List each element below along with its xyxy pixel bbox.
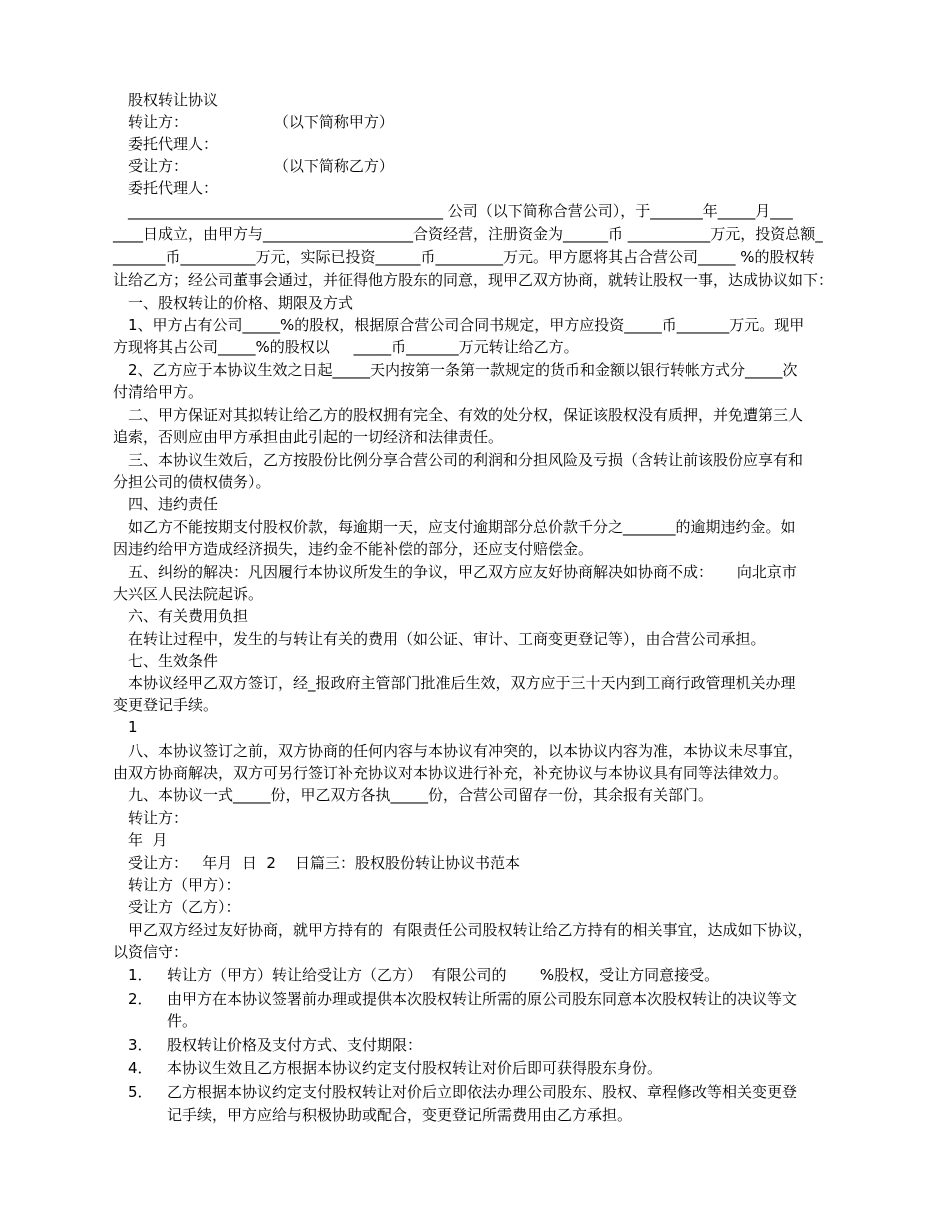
list-item-number: 4． — [128, 1059, 153, 1077]
list-item-number: 3． — [128, 1036, 153, 1054]
clause-line: 付清给甲方。 — [113, 383, 204, 401]
list-item-text: 股权转让价格及支付方式、支付期限： — [167, 1036, 423, 1054]
agreement-intro-line: 甲乙双方经过友好协商，就甲方持有的 有限责任公司股权转让给乙方持有的相关事宜，达成如下协议， — [128, 921, 813, 939]
clause-line: 在转让过程中，发生的与转让有关的费用（如公证、审计、工商变更登记等），由合营公司承担。 — [128, 630, 766, 648]
list-item-number: 2． — [128, 990, 153, 1008]
clause-line: 追索，否则应由甲方承担由此引起的一切经济和法律责任。 — [113, 428, 504, 446]
signature-line: 受让方（乙方）： — [128, 898, 241, 916]
clause-line: 因违约给甲方造成经济损失，违约金不能补偿的部分，还应支付赔偿金。 — [113, 540, 594, 558]
clause-line: 1、甲方占有公司_____%的股权，根据原合营公司合同书规定，甲方应投资_____币_______万元。现甲 — [128, 316, 805, 334]
clause-line: 如乙方不能按期支付股权价款，每逾期一天，应支付逾期部分总价款千分之_______的逾期违约金。如 — [128, 518, 796, 536]
transferee-line: 受让方： （以下简称乙方） — [128, 157, 394, 175]
list-item-text: 乙方根据本协议约定支付股权转让对价后立即依法办理公司股东、股权、章程修改等相关变更登 — [167, 1083, 798, 1101]
clause-line: 八、本协议签订之前，双方协商的任何内容与本协议有冲突的，以本协议内容为准，本协议未尽事宜， — [128, 742, 804, 760]
list-item-text: 转让方（甲方）转让给受让方（乙方） 有限公司的 %股权，受让方同意接受。 — [167, 966, 720, 984]
list-item-number: 5． — [128, 1083, 153, 1101]
clause-line: 五、纠纷的解决：凡因履行本协议所发生的争议，甲乙双方应友好协商解决如协商不成： 向北京市 — [128, 563, 797, 581]
agreement-intro-line: 以资信守： — [113, 943, 189, 961]
section-heading: 四、违约责任 — [128, 495, 219, 513]
list-item-number: 1． — [128, 966, 153, 984]
document-title: 股权转让协议 — [128, 91, 219, 109]
clause-line: 变更登记手续。 — [113, 696, 219, 714]
signature-line: 受让方： 年月 日 2 日篇三：股权股份转让协议书范本 — [128, 854, 520, 872]
intro-line: ____日成立，由甲方与____________________合资经营，注册资金为______币 ___________万元，投资总额_ — [113, 225, 823, 243]
clause-line: 九、本协议一式_____份，甲乙双方各执_____份，合营公司留存一份，其余报有关部门。 — [128, 786, 714, 804]
clause-line: 本协议经甲乙双方签订，经_报政府主管部门批准后生效，双方应于三十天内到工商行政管理机关办理 — [128, 674, 796, 692]
clause-line: 2、乙方应于本协议生效之日起_____天内按第一条第一款规定的货币和金额以银行转帐方式分_____次 — [128, 361, 798, 379]
clause-line: 大兴区人民法院起诉。 — [113, 585, 264, 603]
transferor-agent-line: 委托代理人： — [128, 135, 219, 153]
signature-line: 年 月 — [128, 831, 168, 849]
intro-line: __________________________________________ 公司（以下简称合营公司），于_______年_____月___ — [128, 202, 793, 220]
list-item-text: 记手续，甲方应给与积极协助或配合，变更登记所需费用由乙方承担。 — [167, 1106, 633, 1124]
clause-line: 分担公司的债权债务）。 — [113, 473, 271, 491]
list-item-text: 由甲方在本协议签署前办理或提供本次股权转让所需的原公司股东同意本次股权转让的决议等文 — [167, 990, 798, 1008]
signature-line: 转让方： — [128, 809, 189, 827]
signature-line: 转让方（甲方）： — [128, 876, 241, 894]
section-heading: 七、生效条件 — [128, 652, 219, 670]
transferor-line: 转让方： （以下简称甲方） — [128, 113, 394, 131]
section-heading: 六、有关费用负担 — [128, 607, 249, 625]
clause-line: 由双方协商解决，双方可另行签订补充协议对本协议进行补充，补充协议与本协议具有同等法律效力。 — [113, 764, 789, 782]
clause-line: 二、甲方保证对其拟转让给乙方的股权拥有完全、有效的处分权，保证该股权没有质押，并免遭第三人 — [128, 406, 804, 424]
clause-line: 三、本协议生效后，乙方按股份比例分享合营公司的利润和分担风险及亏损（含转让前该股份应享有和 — [128, 451, 804, 469]
clause-line: 方现将其占公司_____%的股权以 _____币_______万元转让给乙方。 — [113, 338, 579, 356]
list-item-text: 本协议生效且乙方根据本协议约定支付股权转让对价后即可获得股东身份。 — [167, 1059, 663, 1077]
section-heading: 一、股权转让的价格、期限及方式 — [128, 294, 354, 312]
page-number: 1 — [128, 718, 138, 736]
list-item-text: 件。 — [167, 1012, 198, 1030]
intro-line: _______币__________万元，实际已投资______币_________万元。甲方愿将其占合营公司_____ %的股权转 — [113, 248, 815, 266]
transferee-agent-line: 委托代理人： — [128, 179, 219, 197]
intro-line: 让给乙方；经公司董事会通过，并征得他方股东的同意，现甲乙双方协商，就转让股权一事，达成协议如下： — [113, 271, 834, 289]
